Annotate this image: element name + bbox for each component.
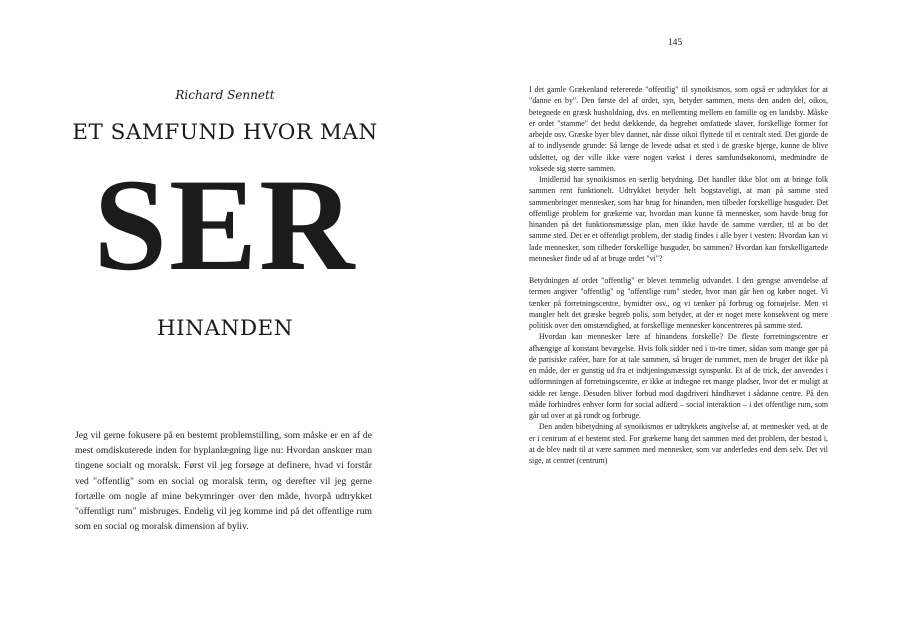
chapter-title-line-1: ET SAMFUND HVOR MAN [72, 120, 378, 145]
chapter-title-emphasis: SER [93, 151, 357, 298]
paragraph: Imidlertid har synoikismos en særlig betydning. Det handler ikke blot om at bringe folk sammen rent funktionelt. Udtrykket betyder helt bogstaveligt, at man på samme sted sammenbringer mennesker, som har brug for hinanden, men tilbeder forskellige husguder. Det offentlige problem for grækerne var, hvordan man kunne få mennesker, som havde brug for hinanden på det funktionsmæssige plan, men ikke havde de samme værdier, til at bo det samme sted. Det er et offentligt problem, der stadig findes i alle byer i vesten: Hvordan kan vi lade mennesker, som tilbeder forskellige husguder, bo sammen? Hvordan kan forskelligartede mennesker finde ud af at bruge ordet "vi"? [529, 175, 828, 263]
page-number: 145 [667, 38, 683, 48]
paragraph: Hvordan kan mennesker lære af hinandens forskelle? De fleste forretningscentre er afhængige af konstant bevægelse. Hvis folk sidder ned i to-tre timer, sådan som mange gør på de parisiske caféer, bare for at tale sammen, så bruger de rummet, men de bruger det ikke på en måde, der er gunstig ud fra et indtjeningsmæssigt synspunkt. Et af de trick, der anvendes i udformningen af forretningscentre, er ikke at indtegne ret mange pladser, hvor det er muligt at sidde ret længe. Desuden bliver forbud mod dagdriveri håndhævet i sådanne centre. På den måde forhindres enhver form for social adfærd – social interaktion – i det offentlige rum, som går ud over at gå rundt og forbruge. [529, 332, 828, 420]
chapter-title-line-3: HINANDEN [156, 316, 294, 341]
author-name: Richard Sennett [175, 88, 275, 102]
right-page [450, 0, 900, 636]
body-text [529, 84, 828, 466]
paragraph: I det gamle Grækenland refererede "offentlig" til synoikismos, som også er udtrykket for at "danne en by". Den første del af ordet, syn, betyder sammen, mens den anden del, oikos, betegnede en græsk husholdning, dvs. en mellemting mellem en familie og en landsby. Måske er ordet "stamme" det bedst dækkende, da begrebet omfattede slaver, forskellige former for arbejde osv. Græske byer blev dannet, når disse oikoi flyttede til et centralt sted. Det gjorde de af to indlysende grunde: Så længe de levede udsat et sted i de græske bjerge, kunne de blive udslettet, og der ville ikke være nogen vækst i deres samfundsøkonomi, medmindre de voksede sig større sammen. [529, 85, 828, 173]
intro-text: Jeg vil gerne fokusere på en bestemt problemstilling, som måske er en af de mest omdiskuterede inden for byplanlægning lige nu: Hvordan anskuer man tingene socialt og moralsk. Først vil jeg forsøge at definere, hvad vi forstår ved "offentlig" som en social og moralsk term, og derefter vil jeg gerne fortælle om nogle af mine bekymringer over den måde, hvorpå udtrykket "offentligt rum" misbruges. Endelig vil jeg komme ind på det offentlige rum som en social og moralsk dimension af byliv. [75, 430, 372, 533]
paragraph: Den anden bibetydning af synoikismos er udtrykkets angivelse af, at mennesker ved, at de er i centrum af et bestemt sted. For grækerne hang det sammen med det problem, der bestod i, at de blev nødt til at være sammen med mennesker, som var anderledes end dem selv. Det vil sige, at centret (centrum) [529, 422, 828, 465]
paragraph: Betydningen af ordet "offentlig" er blevet temmelig udvandet. I den gængse anvendelse af termen angiver "offentlig" og "offentlige rum" steder, hvor man går hen og køber noget. Vi tænker på forretningscentre, bymidter osv., og vi tænker på forbrug og fornøjelse. Men vi mangler helt det græske begreb polis, som betyder, at der er noget mere konsekvent og mere politisk over den omstændighed, at forskellige mennesker koncentreres på samme sted. [529, 276, 828, 330]
intro-paragraph [75, 428, 372, 534]
